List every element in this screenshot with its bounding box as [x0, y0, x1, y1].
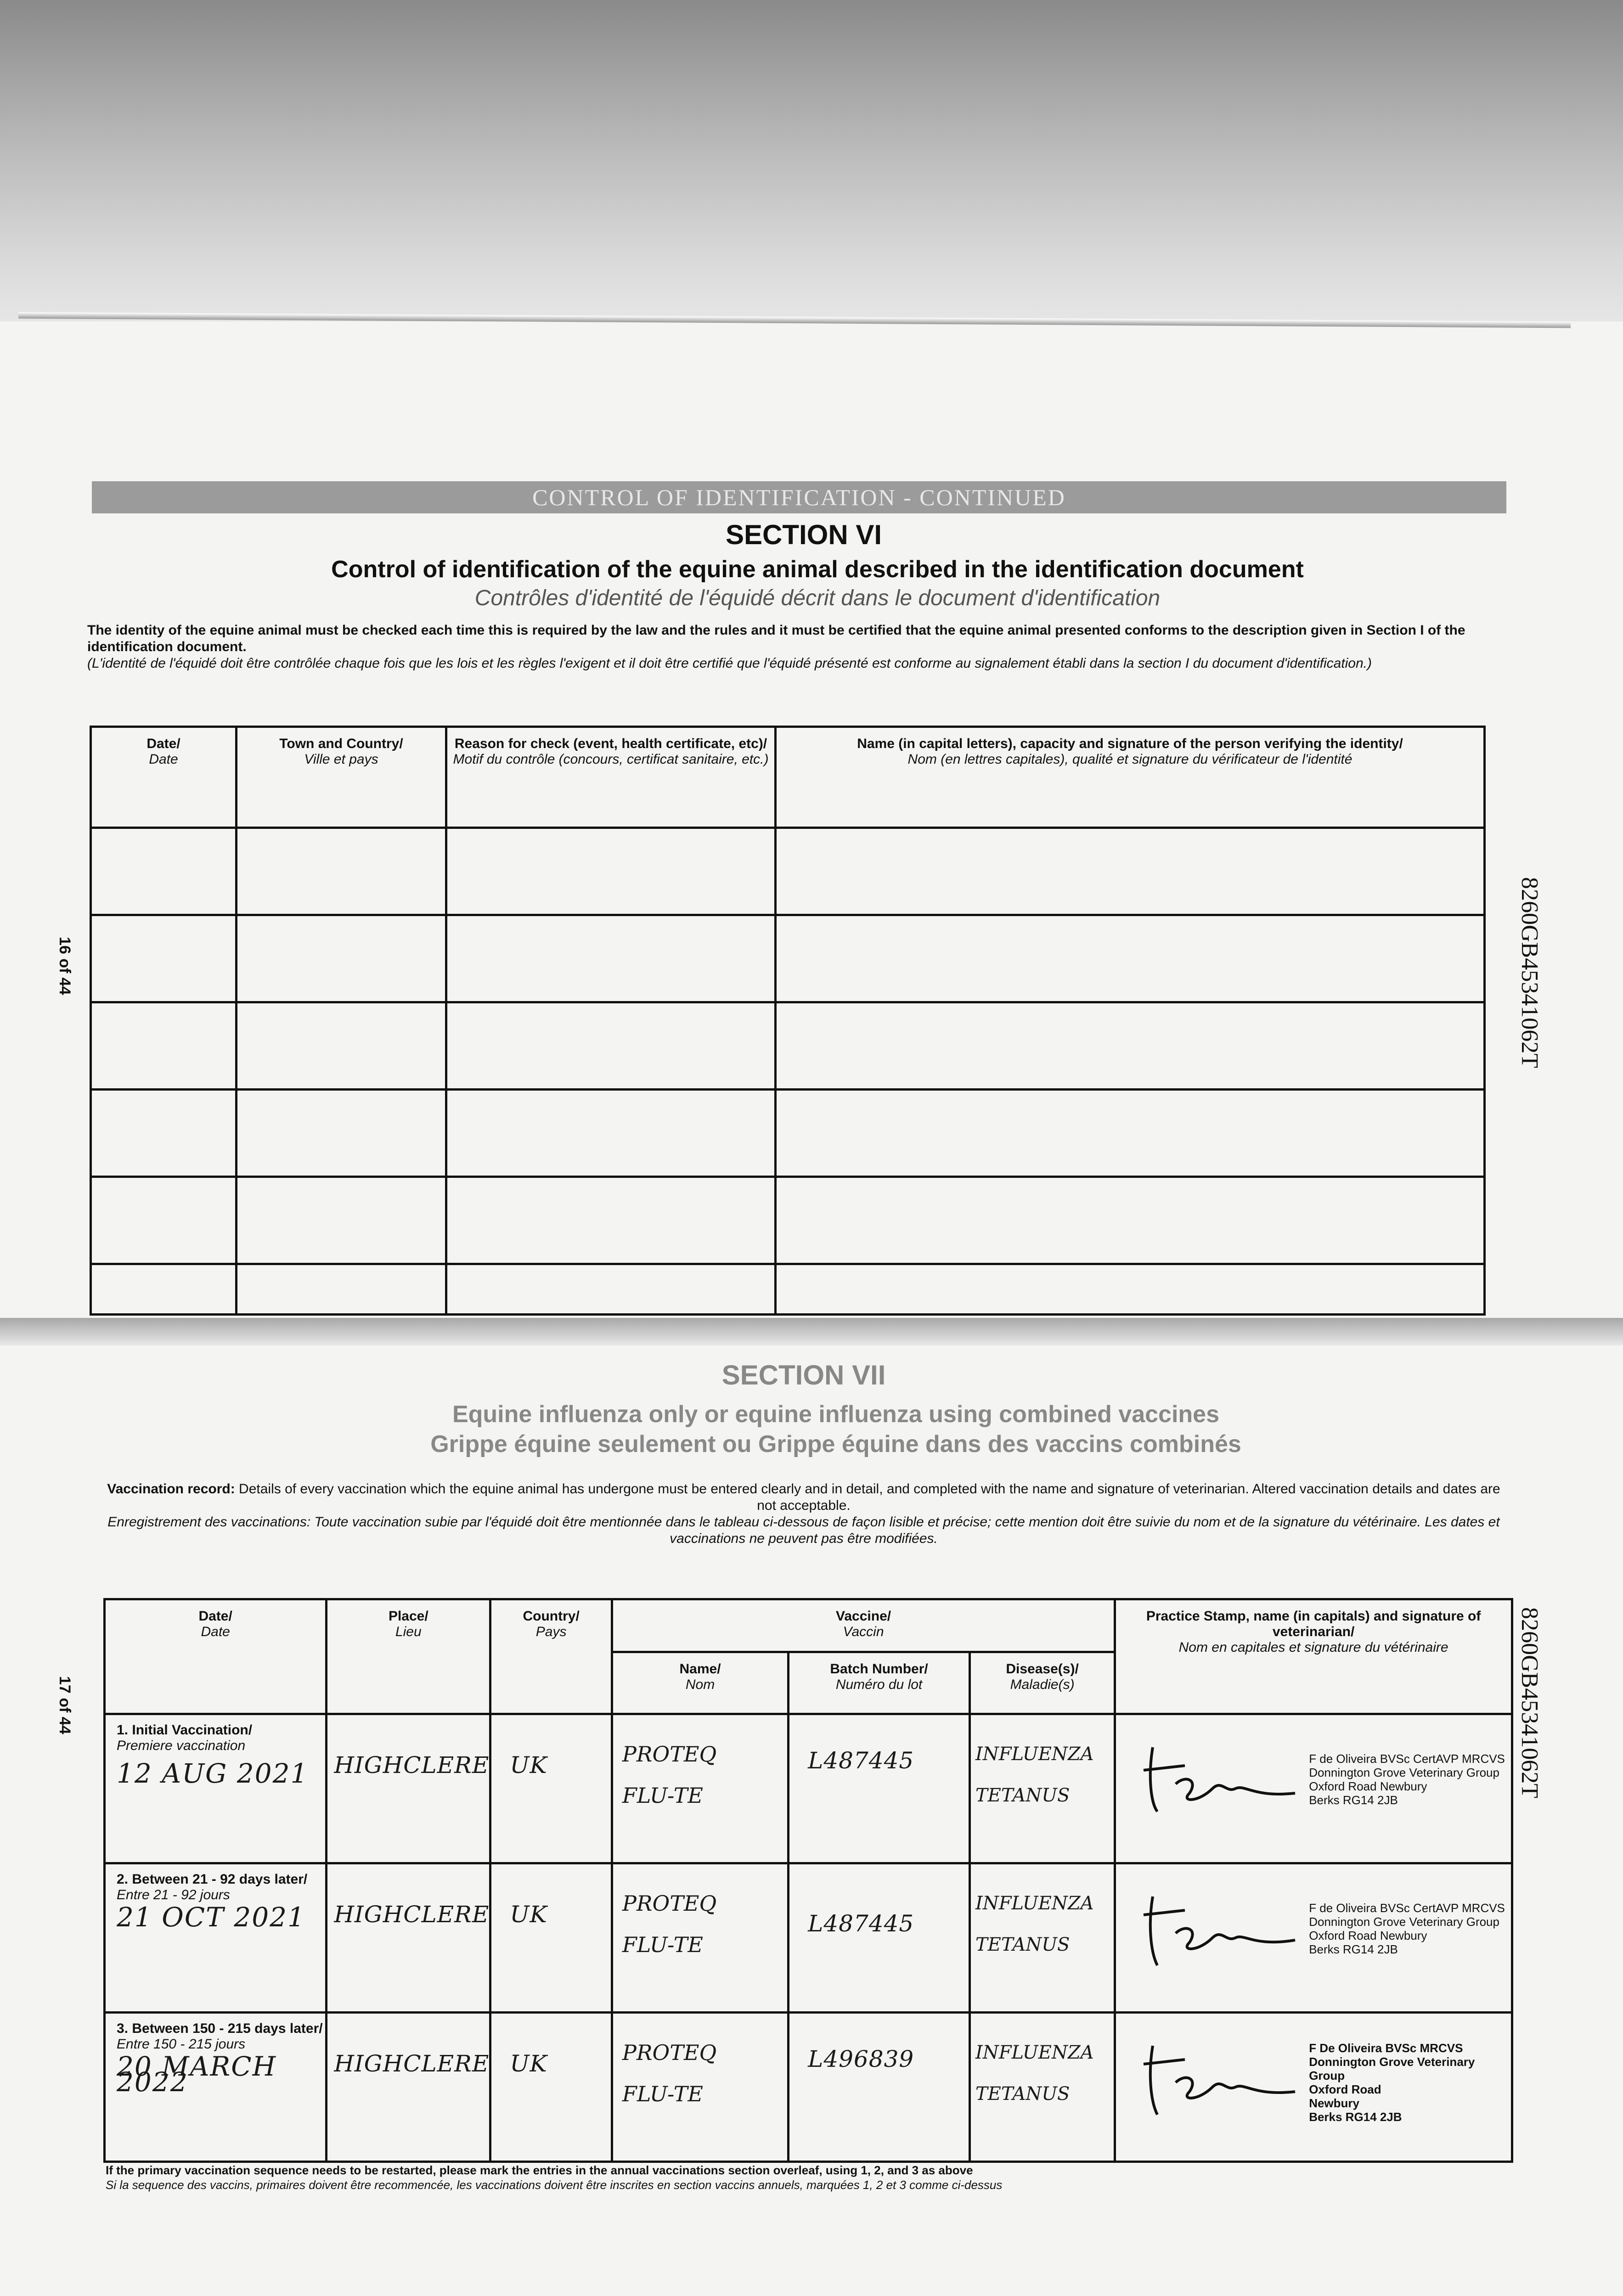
col-date: Date/ Date: [105, 1599, 327, 1714]
footnote: [106, 2163, 1483, 2192]
col-vaccine-name: Name/ Nom: [612, 1652, 788, 1714]
vet-signature: [1134, 2032, 1300, 2124]
handwritten-country: UK: [490, 1714, 612, 1863]
table-header-row: [105, 1599, 1512, 1652]
vet-signature: [1134, 1883, 1300, 1975]
handwritten-vaccine-name: PROTEQ FLU-TE: [612, 2013, 788, 2162]
handwritten-diseases: INFLUENZA TETANUS: [969, 1714, 1115, 1863]
handwritten-diseases: INFLUENZA TETANUS: [969, 1863, 1115, 2013]
handwritten-date: 20 MARCH 2022: [117, 2051, 277, 2098]
section-vi-heading-fr: Contrôles d'identité de l'équidé décrit dans le document d'identification: [474, 586, 1161, 610]
footnote-en: If the primary vaccination sequence needs to be restarted, please mark the entries in the annual vaccinations section overleaf, using 1, 2, and 3 as above: [106, 2163, 973, 2177]
col-place: Place/ Lieu: [327, 1599, 490, 1714]
practice-stamp-cell: [1115, 1714, 1512, 1863]
table-row: [91, 1090, 1485, 1177]
vet-signature: [1134, 1733, 1300, 1825]
handwritten-diseases: INFLUENZA TETANUS: [969, 2013, 1115, 2162]
vaccination-record-label: Vaccination record:: [107, 1481, 235, 1497]
handwritten-date: 12 AUG 2021: [117, 1758, 309, 1789]
practice-stamp-cell: [1115, 1863, 1512, 2013]
handwritten-country: UK: [490, 1863, 612, 2013]
identity-check-table: [90, 726, 1486, 1316]
section-vii-heading-fr: Grippe équine seulement ou Grippe équine dans des vaccins combinés: [430, 1431, 1241, 1458]
handwritten-place: HIGHCLERE: [327, 1714, 490, 1863]
footnote-fr: Si la sequence des vaccins, primaires doivent être recommencée, les vaccinations doivent être inscrites en section vaccins annuels, marquées 1, 2 et 3 comme ci-dessus: [106, 2178, 1003, 2192]
col-diseases: Disease(s)/ Maladie(s): [969, 1652, 1115, 1714]
practice-stamp-cell: [1115, 2013, 1512, 2162]
section-vii-title: SECTION VII: [721, 1360, 886, 1390]
handwritten-vaccine-name: PROTEQ FLU-TE: [612, 1714, 788, 1863]
page-number-17: 17 of 44: [56, 1676, 73, 1734]
section-vi-heading-en: Control of identification of the equine animal described in the identification document: [331, 556, 1304, 583]
handwritten-batch: L487445: [789, 1714, 970, 1863]
practice-stamp: F de Oliveira BVSc CertAVP MRCVS Donnington Grove Veterinary Group Oxford Road Newbury Berks RG14 2JB: [1309, 1901, 1505, 1956]
table-row: [91, 1264, 1485, 1315]
section-vii-intro: [106, 1481, 1502, 1547]
handwritten-country: UK: [490, 2013, 612, 2162]
row-date-cell: 2. Between 21 - 92 days later/ Entre 21 - 92 jours 21 OCT 2021: [105, 1863, 327, 2013]
table-row: [91, 1002, 1485, 1090]
table-header-row: [91, 727, 1485, 828]
section-vii-intro-en: Details of every vaccination which the equine animal has undergone must be entered clearly and in detail, and completed with the name and signature of veterinarian. Altered vaccination details and dates are not acceptable.: [239, 1481, 1500, 1513]
document-id-bottom: 8260GB45341062T: [1516, 1607, 1543, 1798]
handwritten-vaccine-name: PROTEQ FLU-TE: [612, 1863, 788, 2013]
handwritten-place: HIGHCLERE: [327, 2013, 490, 2162]
handwritten-date: 21 OCT 2021: [117, 1902, 305, 1933]
section-vi-intro-fr: (L'identité de l'équidé doit être contrôlée chaque fois que les lois et les règles l'exigent et il doit être certifié que l'équidé présenté est conforme au signalement établi dans la section I du document d'identification.): [87, 656, 1372, 671]
col-town-country: Town and Country/ Ville et pays: [237, 727, 446, 828]
vaccination-table: [103, 1598, 1513, 2163]
col-vaccine: Vaccine/ Vaccin: [612, 1599, 1115, 1652]
row-date-cell: 1. Initial Vaccination/ Premiere vaccination 12 AUG 2021: [105, 1714, 327, 1863]
col-date: Date/ Date: [91, 727, 237, 828]
table-row: [91, 915, 1485, 1002]
section-vii-heading-en: Equine influenza only or equine influenza using combined vaccines: [452, 1401, 1220, 1428]
section-vi-intro-en: The identity of the equine animal must be checked each time this is required by the law and the rules and it must be certified that the equine animal presented conforms to the description given in Section I of the identification document.: [87, 623, 1465, 654]
table-row: [105, 2013, 1512, 2162]
table-row: [105, 1714, 1512, 1863]
practice-stamp: F de Oliveira BVSc CertAVP MRCVS Donnington Grove Veterinary Group Oxford Road Newbury Berks RG14 2JB: [1309, 1752, 1505, 1807]
page-fold-strip: [0, 1318, 1623, 1345]
handwritten-batch: L487445: [789, 1863, 970, 2013]
row-date-cell: 3. Between 150 - 215 days later/ Entre 150 - 215 jours 20 MARCH 2022: [105, 2013, 327, 2162]
col-batch-number: Batch Number/ Numéro du lot: [789, 1652, 970, 1714]
practice-stamp: F De Oliveira BVSc MRCVS Donnington Grove Veterinary Group Oxford Road Newbury Berks RG14 2JB: [1309, 2041, 1475, 2124]
section-vii-intro-fr: Enregistrement des vaccinations: Toute vaccination subie par l'équidé doit être mentionnée dans le tableau ci-dessous de façon lisible et précise; cette mention doit être suivie du nom et de la signature du vétérinaire. Les dates et vaccinations ne peuvent pas être modifiées.: [107, 1514, 1500, 1546]
section-vi-title: SECTION VI: [725, 519, 882, 550]
table-row: [91, 828, 1485, 915]
scan-shadow: [0, 0, 1623, 321]
col-practice-stamp: Practice Stamp, name (in capitals) and signature of veterinarian/ Nom en capitales et signature du vétérinaire: [1115, 1599, 1512, 1714]
continued-banner: CONTROL OF IDENTIFICATION - CONTINUED: [92, 481, 1506, 513]
handwritten-place: HIGHCLERE: [327, 1863, 490, 2013]
document-id-top: 8260GB45341062T: [1516, 877, 1543, 1068]
handwritten-batch: L496839: [789, 2013, 970, 2162]
page-number-16: 16 of 44: [56, 937, 73, 995]
table-row: [105, 1863, 1512, 2013]
col-verifier: Name (in capital letters), capacity and signature of the person verifying the identity/ Nom (en lettres capitales), qualité et signature du vérificateur de l'identité: [776, 727, 1485, 828]
col-reason: Reason for check (event, health certificate, etc)/ Motif du contrôle (concours, certificat sanitaire, etc.): [446, 727, 776, 828]
col-country: Country/ Pays: [490, 1599, 612, 1714]
table-row: [91, 1177, 1485, 1264]
section-vi-intro: [87, 622, 1474, 672]
